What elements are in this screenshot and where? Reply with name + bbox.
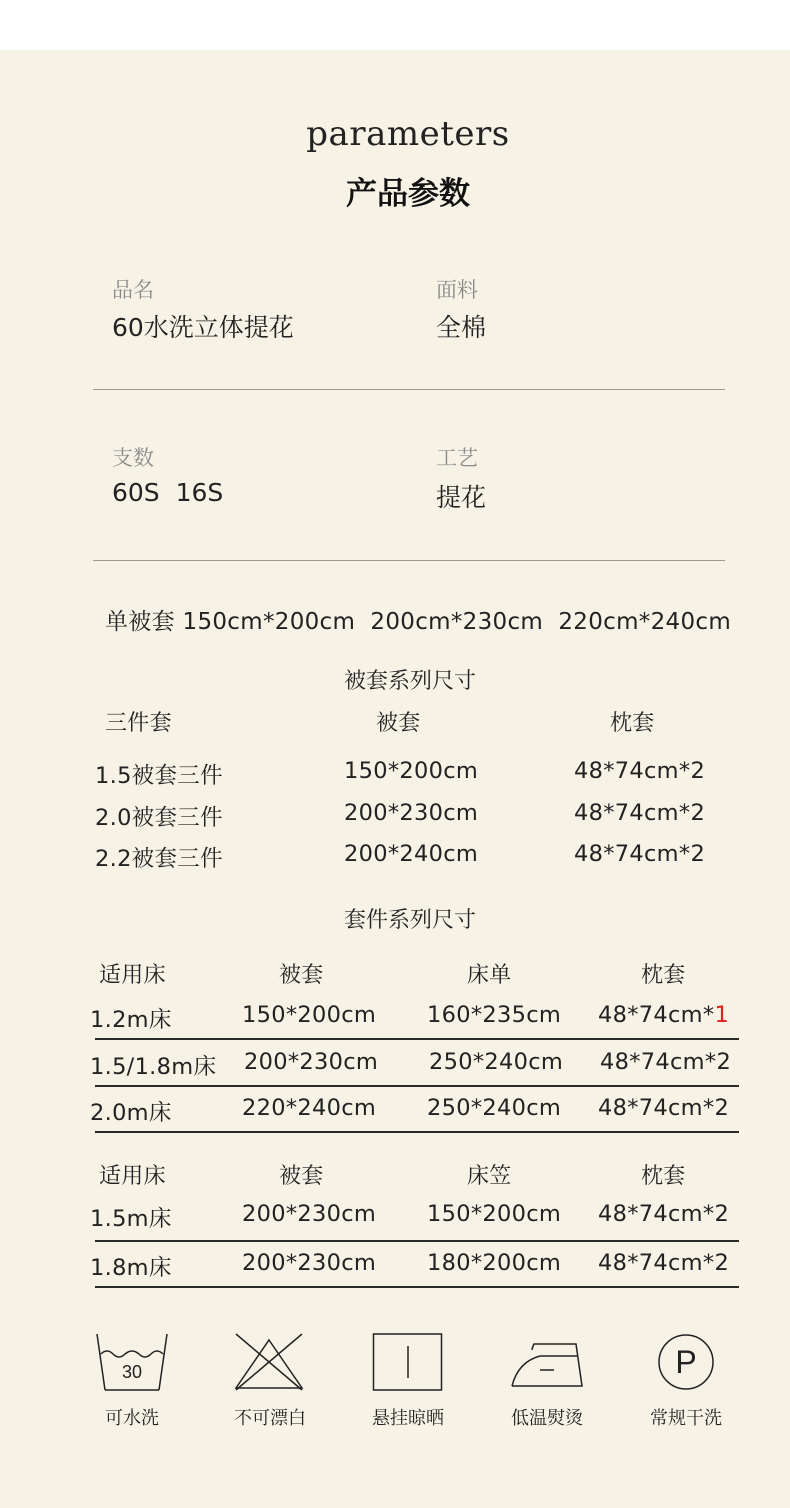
table-cell: 150*200cm: [242, 1002, 377, 1028]
param-label-fabric: 面料: [436, 278, 478, 302]
table-cell: 200*230cm: [344, 800, 479, 826]
param-label-count: 支数: [112, 446, 154, 470]
table-cell: 180*200cm: [427, 1250, 562, 1276]
table-cell: 48*74cm*2: [574, 800, 706, 826]
set-header-sheet: 床单: [467, 963, 512, 988]
param-label-name: 品名: [112, 278, 154, 302]
table-cell: 2.2被套三件: [95, 846, 223, 872]
table-cell: 1.8m床: [90, 1255, 172, 1281]
set2-header-cover: 被套: [279, 1164, 324, 1189]
set-header-pillow: 枕套: [641, 963, 686, 988]
set-header-cover: 被套: [279, 963, 324, 988]
table-cell: 48*74cm*2: [598, 1201, 730, 1227]
care-label-wash: 可水洗: [105, 1408, 159, 1429]
care-label-hang-dry: 悬挂晾晒: [372, 1408, 444, 1429]
cover-header-pillow: 枕套: [610, 711, 655, 736]
table-cell: 220*240cm: [242, 1095, 377, 1121]
set2-header-bed: 适用床: [99, 1164, 166, 1189]
wash-basin-icon: [95, 1332, 169, 1396]
table-cell: 1.5/1.8m床: [90, 1054, 217, 1080]
care-label-dry-clean: 常规干洗: [650, 1408, 722, 1429]
row-divider: [95, 1085, 739, 1087]
param-value-name: 60水洗立体提花: [112, 313, 294, 342]
table-cell: 200*230cm: [244, 1049, 379, 1075]
table-cell-pillow: [598, 1002, 729, 1028]
table-cell: 160*235cm: [427, 1002, 562, 1028]
pillow-size-prefix: 48*74cm*: [598, 1002, 715, 1028]
row-divider: [95, 1038, 739, 1040]
table-cell: 250*240cm: [429, 1049, 564, 1075]
iron-low-icon: [510, 1340, 584, 1394]
table-cell: 48*74cm*2: [574, 758, 706, 784]
no-bleach-icon: [232, 1332, 306, 1396]
table-cell: 2.0被套三件: [95, 805, 223, 831]
row-divider: [95, 1131, 739, 1133]
title-chinese: 产品参数: [346, 176, 470, 212]
divider: [93, 560, 725, 561]
table-cell: 1.2m床: [90, 1007, 172, 1033]
param-value-craft: 提花: [436, 483, 487, 512]
parameters-panel: [0, 50, 790, 1508]
table-cell: 48*74cm*2: [574, 841, 706, 867]
row-divider: [95, 1240, 739, 1242]
table-cell: 150*200cm: [344, 758, 479, 784]
divider: [93, 389, 725, 390]
table-cell: 200*240cm: [344, 841, 479, 867]
care-label-iron: 低温熨烫: [511, 1408, 583, 1429]
set2-header-pillow: 枕套: [641, 1164, 686, 1189]
care-label-no-bleach: 不可漂白: [234, 1408, 306, 1429]
cover-header-set: 三件套: [105, 711, 172, 736]
dry-clean-icon: [656, 1332, 716, 1396]
table-cell: 48*74cm*2: [598, 1250, 730, 1276]
pillow-count-highlight: 1: [714, 1002, 730, 1028]
table-cell: 1.5被套三件: [95, 763, 223, 789]
set-series-title: 套件系列尺寸: [343, 908, 476, 933]
title-english: parameters: [306, 114, 510, 154]
table-cell: 2.0m床: [90, 1100, 172, 1126]
param-label-craft: 工艺: [436, 446, 478, 470]
table-cell: 48*74cm*2: [598, 1095, 730, 1121]
table-cell: 1.5m床: [90, 1206, 172, 1232]
set-header-bed: 适用床: [99, 963, 166, 988]
single-cover-sizes: 单被套 150cm*200cm 200cm*230cm 220cm*240cm: [105, 609, 732, 635]
row-divider: [95, 1286, 739, 1288]
cover-series-title: 被套系列尺寸: [343, 669, 476, 694]
table-cell: 200*230cm: [242, 1201, 377, 1227]
set2-header-fitted: 床笠: [467, 1164, 512, 1189]
wash-temperature: 30: [121, 1362, 143, 1382]
table-cell: 250*240cm: [427, 1095, 562, 1121]
dry-clean-letter: P: [675, 1344, 697, 1380]
hang-dry-icon: [372, 1332, 444, 1396]
param-value-fabric: 全棉: [436, 313, 487, 342]
param-value-count: 60S 16S: [112, 478, 224, 507]
table-cell: 150*200cm: [427, 1201, 562, 1227]
cover-header-cover: 被套: [376, 711, 421, 736]
table-cell: 200*230cm: [242, 1250, 377, 1276]
table-cell: 48*74cm*2: [600, 1049, 732, 1075]
